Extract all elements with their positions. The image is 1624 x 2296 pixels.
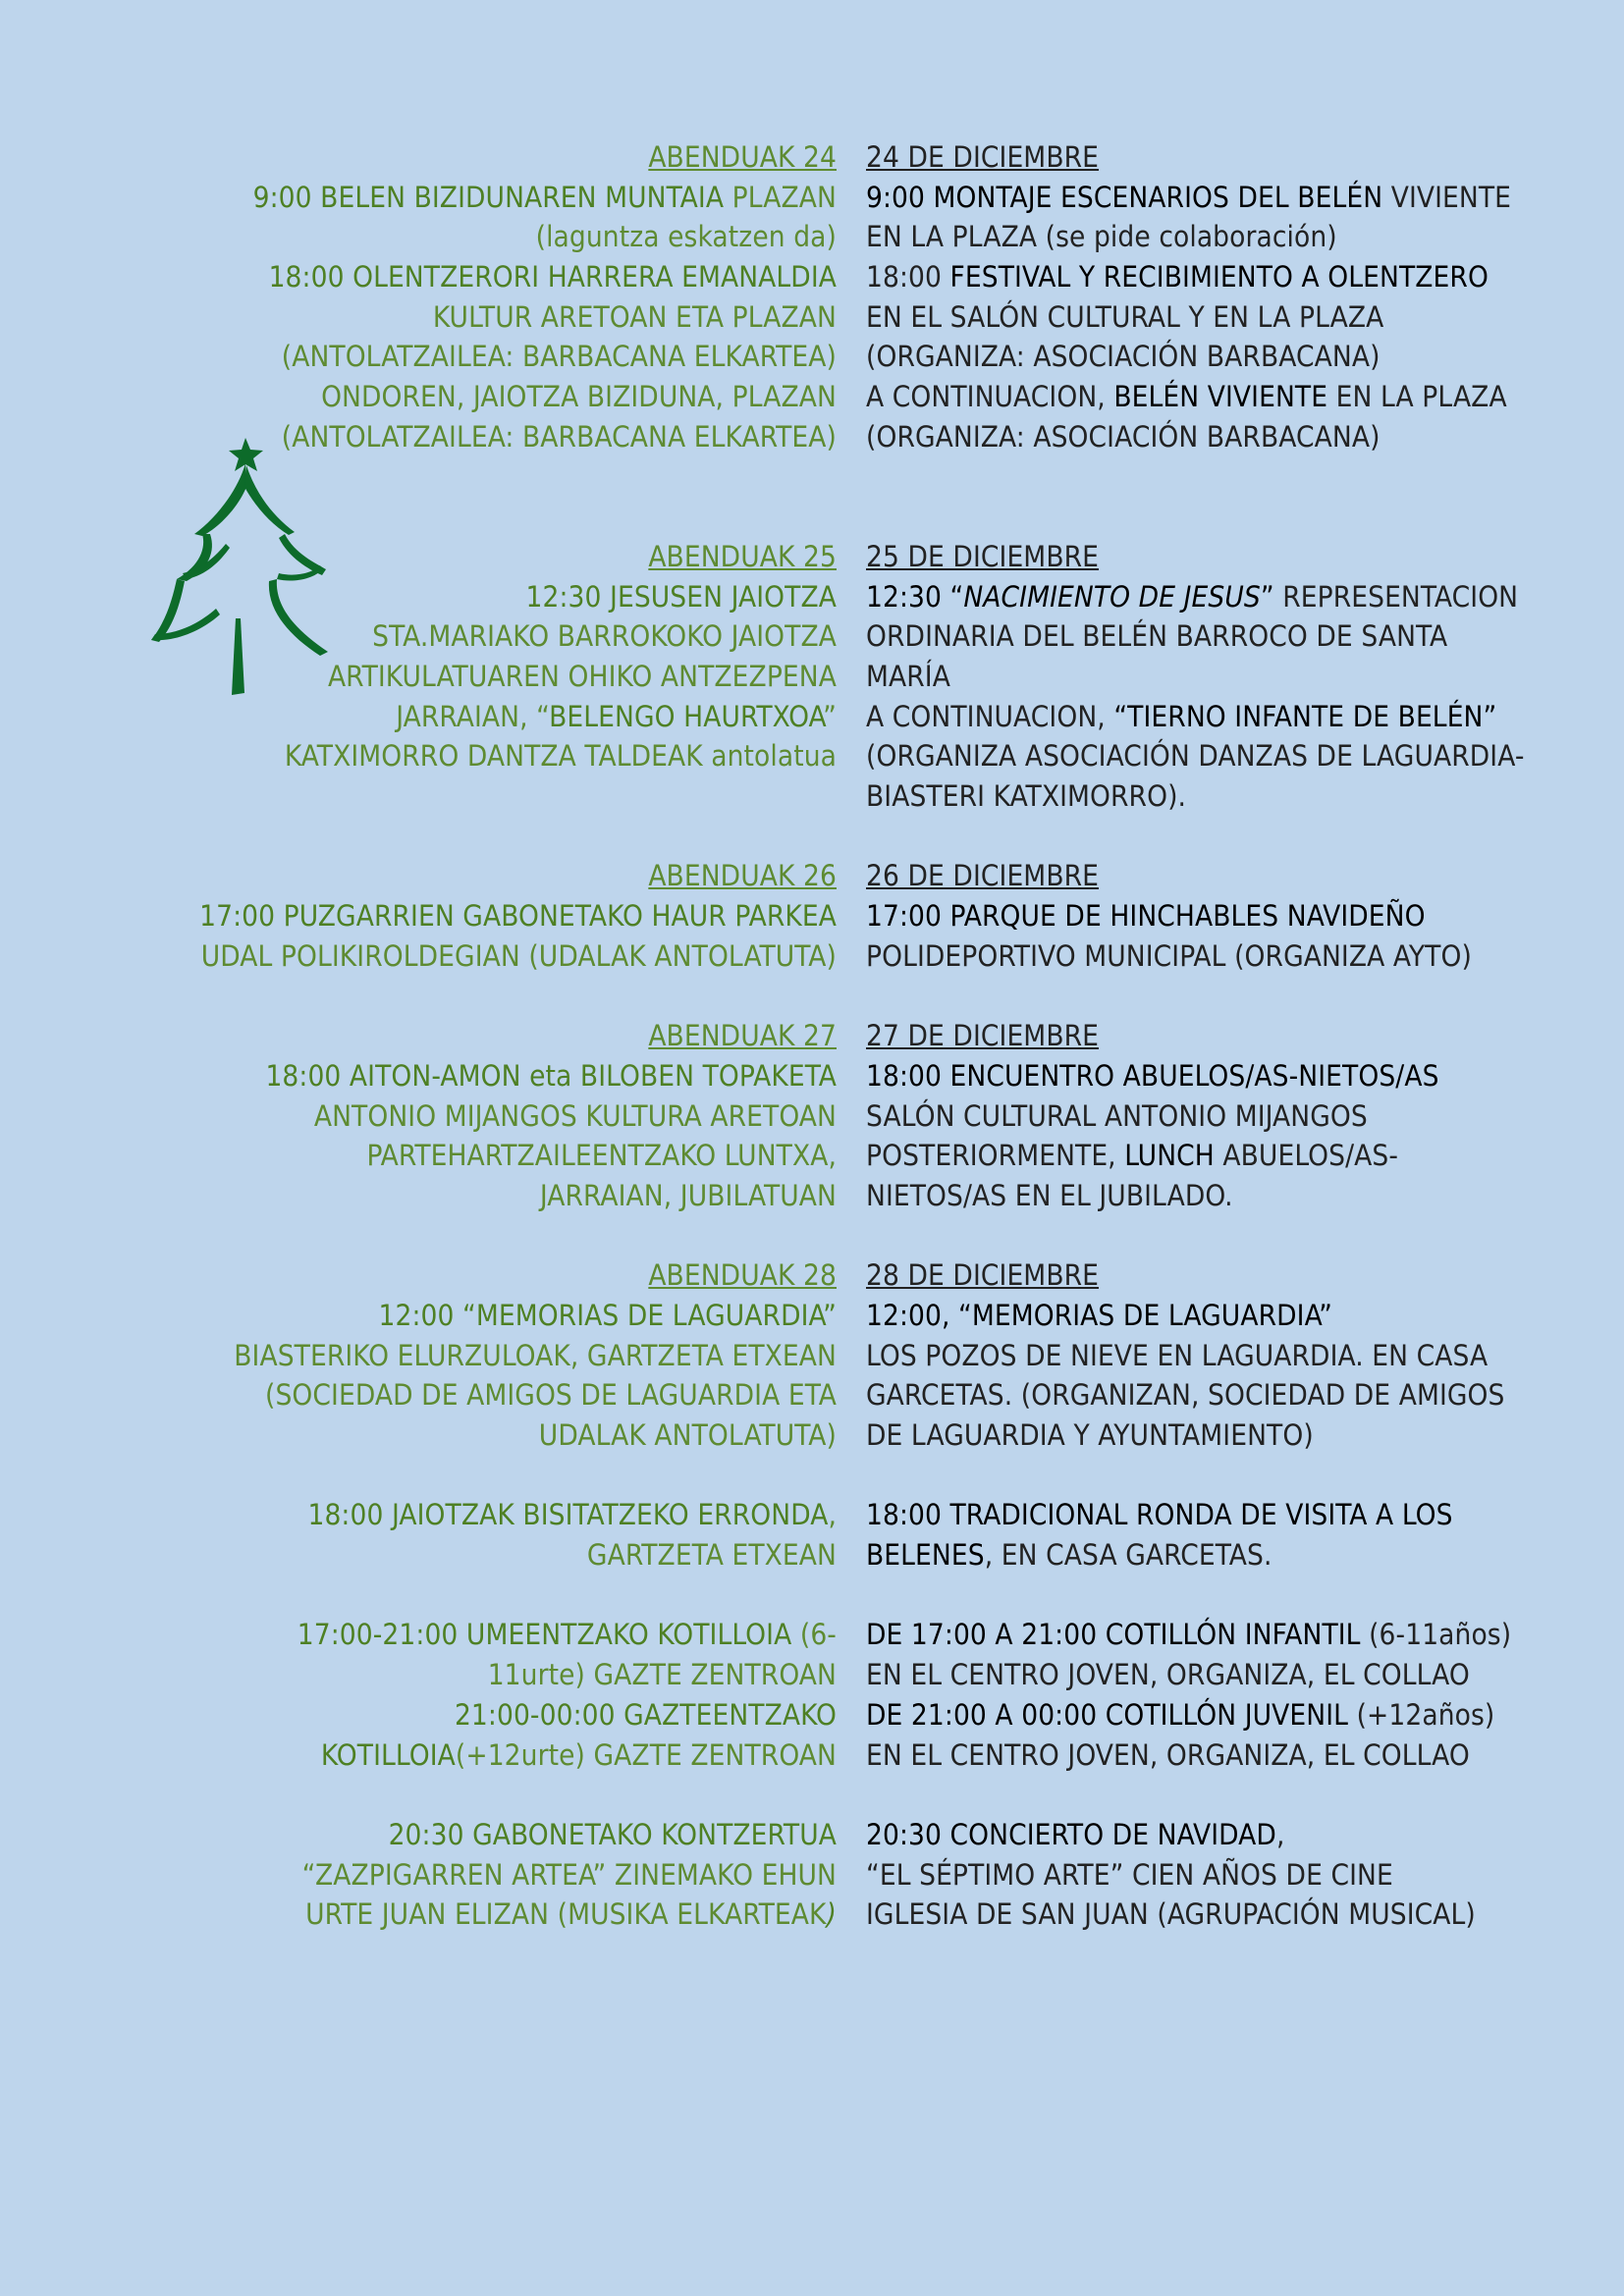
text-run: EN LA PLAZA (se pide colaboración) (866, 220, 1337, 254)
event-title: ” (1260, 579, 1283, 614)
right-line (866, 697, 1553, 737)
right-line (866, 1575, 1553, 1616)
left-line (79, 377, 837, 417)
right-line (866, 137, 1553, 178)
right-line (866, 1415, 1553, 1456)
text-run: ORDINARIA DEL BELÉN BARROCO DE SANTA (866, 619, 1448, 654)
right-line (866, 1895, 1553, 1935)
text-run: , (1275, 1817, 1285, 1851)
left-line (79, 297, 837, 338)
right-line (866, 1695, 1553, 1735)
text-run: ARTIKULATUAREN OHIKO ANTZEZPENA (327, 659, 837, 693)
left-line (79, 1255, 837, 1296)
left-line (79, 1296, 837, 1336)
text-run: STA.MARIAKO BARROKOKO JAIOTZA (372, 619, 837, 654)
left-line (79, 657, 837, 697)
event-title: NACIMIENTO DE JESUS (963, 579, 1261, 614)
left-line (79, 1655, 837, 1695)
event-title: 12:30 JESUSEN JAIOTZA (525, 579, 837, 614)
right-line (866, 1655, 1553, 1695)
text-run: ONDOREN, JAIOTZA BIZIDUNA, PLAZAN (321, 380, 837, 414)
left-line (79, 1415, 837, 1456)
right-line (866, 1255, 1553, 1296)
left-line (79, 856, 837, 896)
date-heading: 28 DE DICIEMBRE (866, 1258, 1100, 1293)
event-title: 17:00 PARQUE DE HINCHABLES NAVIDEÑO (866, 899, 1426, 934)
left-line (79, 817, 837, 857)
text-run: (ANTOLATZAILEA: BARBACANA ELKARTEA) (281, 419, 837, 454)
left-line (79, 1336, 837, 1376)
right-line (866, 1216, 1553, 1256)
spanish-column (866, 137, 1553, 1935)
text-run: (+12años) (1348, 1697, 1495, 1732)
date-heading: ABENDUAK 28 (648, 1258, 837, 1293)
text-run: IGLESIA DE SAN JUAN (AGRUPACIÓN MUSICAL) (866, 1897, 1476, 1932)
right-line (866, 1775, 1553, 1815)
right-line (866, 1016, 1553, 1056)
right-line (866, 217, 1553, 257)
left-line (79, 936, 837, 977)
text-run: EN LA PLAZA (1327, 380, 1507, 414)
text-run: DE LAGUARDIA Y AYUNTAMIENTO) (866, 1418, 1314, 1452)
event-title: ) (826, 1897, 837, 1932)
text-run: ANTONIO MIJANGOS KULTURA ARETOAN (313, 1098, 837, 1133)
text-run: KULTUR ARETOAN ETA PLAZAN (432, 299, 837, 334)
text-run: VIVIENTE (1382, 180, 1512, 214)
text-run: (laguntza eskatzen da) (535, 220, 837, 254)
text-run: PLAZAN (724, 180, 837, 214)
text-run: “EL SÉPTIMO ARTE” CIEN AÑOS DE CINE (866, 1857, 1393, 1892)
text-run: (ORGANIZA ASOCIACIÓN DANZAS DE LAGUARDIA- (866, 739, 1525, 774)
left-line (79, 1535, 837, 1575)
right-line (866, 1336, 1553, 1376)
event-title: 9:00 MONTAJE ESCENARIOS DEL BELÉN (866, 180, 1383, 214)
right-line (866, 1735, 1553, 1776)
left-line (79, 1735, 837, 1776)
text-run: REPRESENTACION (1282, 579, 1519, 614)
text-run: NIETOS/AS EN EL JUBILADO. (866, 1178, 1233, 1212)
event-title: 12:00, “MEMORIAS DE LAGUARDIA” (866, 1298, 1333, 1332)
event-title: BELÉN VIVIENTE (1113, 380, 1328, 414)
event-title: 18:00 JAIOTZAK BISITATZEKO ERRONDA (307, 1498, 829, 1532)
right-line (866, 1375, 1553, 1415)
event-title: 12:30 “ (866, 579, 964, 614)
text-run: KATXIMORRO DANTZA TALDEAK antolatua (284, 739, 837, 774)
right-line (866, 377, 1553, 417)
event-title: 20:30 CONCIERTO DE NAVIDAD (866, 1817, 1276, 1851)
right-line (866, 1535, 1553, 1575)
right-line (866, 856, 1553, 896)
event-title: 9:00 BELEN BIZIDUNAREN MUNTAIA (252, 180, 725, 214)
date-heading: ABENDUAK 26 (648, 859, 837, 893)
right-line (866, 1176, 1553, 1216)
left-line (79, 776, 837, 817)
right-line (866, 1495, 1553, 1535)
text-run: SALÓN CULTURAL ANTONIO MIJANGOS (866, 1098, 1368, 1133)
text-run: UDAL POLIKIROLDEGIAN (UDALAK ANTOLATUTA) (200, 938, 837, 973)
date-heading: 27 DE DICIEMBRE (866, 1019, 1100, 1053)
left-line (79, 697, 837, 737)
text-run: , (828, 1498, 837, 1532)
text-run: 11urte) GAZTE ZENTROAN (487, 1658, 837, 1692)
date-heading: 24 DE DICIEMBRE (866, 140, 1100, 174)
text-run: EN EL SALÓN CULTURAL Y EN LA PLAZA (866, 299, 1384, 334)
text-run: POSTERIORMENTE, (866, 1139, 1125, 1173)
date-heading: 26 DE DICIEMBRE (866, 859, 1100, 893)
right-line (866, 297, 1553, 338)
text-run: UDALAK ANTOLATUTA) (538, 1418, 837, 1452)
event-title: 20:30 GABONETAKO KONTZERTUA (388, 1817, 837, 1851)
right-line (866, 497, 1553, 537)
text-run: LOS POZOS DE NIEVE EN LAGUARDIA. EN CASA (866, 1338, 1489, 1372)
right-line (866, 1136, 1553, 1176)
right-line (866, 1056, 1553, 1096)
text-run: A CONTINUACION, (866, 699, 1114, 733)
text-run: PARTEHARTZAILEENTZAKO LUNTXA, (366, 1139, 837, 1173)
right-line (866, 817, 1553, 857)
left-line (79, 736, 837, 776)
text-run: (+12urte) GAZTE ZENTROAN (455, 1737, 837, 1772)
event-title: 18:00 OLENTZERORI HARRERA EMANALDIA (268, 260, 837, 294)
text-run: (ORGANIZA: ASOCIACIÓN BARBACANA) (866, 419, 1380, 454)
right-line (866, 1615, 1553, 1655)
event-title: KOTILLOIA (320, 1737, 456, 1772)
right-line (866, 417, 1553, 457)
text-run: (SOCIEDAD DE AMIGOS DE LAGUARDIA ETA (265, 1378, 837, 1413)
right-line (866, 577, 1553, 617)
left-line (79, 257, 837, 297)
event-title: 17:00-21:00 UMEENTZAKO KOTILLOIA (297, 1618, 792, 1652)
right-line (866, 657, 1553, 697)
right-line (866, 616, 1553, 657)
right-line (866, 178, 1553, 218)
right-line (866, 1815, 1553, 1855)
left-line (79, 616, 837, 657)
right-line (866, 936, 1553, 977)
event-title: 21:00-00:00 GAZTEENTZAKO (454, 1697, 837, 1732)
right-line (866, 1296, 1553, 1336)
text-run: GARCETAS. (ORGANIZAN, SOCIEDAD DE AMIGOS (866, 1378, 1505, 1413)
left-line (79, 457, 837, 498)
event-title: 17:00 PUZGARRIEN GABONETAKO HAUR PARKEA (199, 899, 837, 934)
left-line (79, 896, 837, 936)
right-line (866, 1855, 1553, 1896)
date-heading: 25 DE DICIEMBRE (866, 539, 1100, 573)
text-run: URTE JUAN ELIZAN (MUSIKA ELKARTEAK (305, 1897, 827, 1932)
date-heading: ABENDUAK 27 (648, 1019, 837, 1053)
left-line (79, 1375, 837, 1415)
date-heading: ABENDUAK 25 (648, 539, 837, 573)
left-line (79, 1575, 837, 1616)
text-run: POLIDEPORTIVO MUNICIPAL (ORGANIZA AYTO) (866, 938, 1472, 973)
left-line (79, 1855, 837, 1896)
left-line (79, 577, 837, 617)
text-run: (ORGANIZA: ASOCIACIÓN BARBACANA) (866, 340, 1380, 374)
left-line (79, 537, 837, 577)
left-line (79, 137, 837, 178)
event-title: DE 17:00 A 21:00 COTILLÓN INFANTIL (866, 1618, 1361, 1652)
left-line (79, 1815, 837, 1855)
event-title: 18:00 TRADICIONAL RONDA DE VISITA A LOS (866, 1498, 1453, 1532)
event-title: 12:00 “MEMORIAS DE LAGUARDIA” (378, 1298, 837, 1332)
text-run: BIASTERIKO ELURZULOAK, GARTZETA ETXEAN (234, 1338, 837, 1372)
right-line (866, 1456, 1553, 1496)
left-line (79, 417, 837, 457)
text-run: (6-11años) (1360, 1618, 1512, 1652)
event-title: 18:00 ENCUENTRO ABUELOS/AS-NIETOS/AS (866, 1058, 1439, 1093)
right-line (866, 337, 1553, 377)
left-line (79, 1456, 837, 1496)
left-line (79, 1495, 837, 1535)
text-run: EN EL CENTRO JOVEN, ORGANIZA, EL COLLAO (866, 1737, 1470, 1772)
date-heading: ABENDUAK 24 (648, 140, 837, 174)
right-line (866, 1096, 1553, 1137)
event-title: DE 21:00 A 00:00 COTILLÓN JUVENIL (866, 1697, 1349, 1732)
right-line (866, 976, 1553, 1016)
event-title: “TIERNO INFANTE DE BELÉN” (1113, 699, 1497, 733)
left-line (79, 1136, 837, 1176)
text-run: “ZAZPIGARREN ARTEA” ZINEMAKO EHUN (301, 1857, 837, 1892)
left-line (79, 178, 837, 218)
left-line (79, 1216, 837, 1256)
event-title: FESTIVAL Y RECIBIMIENTO A OLENTZERO (949, 260, 1489, 294)
text-run: ABUELOS/AS- (1214, 1139, 1399, 1173)
left-line (79, 1016, 837, 1056)
text-run: ” (823, 699, 837, 733)
right-line (866, 257, 1553, 297)
text-run: BIASTERI KATXIMORRO). (866, 779, 1187, 813)
text-run: 18:00 (866, 260, 950, 294)
text-run: A CONTINUACION, (866, 380, 1114, 414)
left-line (79, 1695, 837, 1735)
basque-column (79, 137, 837, 1935)
left-line (79, 497, 837, 537)
text-run: JARRAIAN, “ (396, 699, 550, 733)
text-run: JARRAIAN, JUBILATUAN (539, 1178, 837, 1212)
left-line (79, 976, 837, 1016)
text-run: (ANTOLATZAILEA: BARBACANA ELKARTEA) (281, 340, 837, 374)
left-line (79, 1775, 837, 1815)
left-line (79, 1096, 837, 1137)
text-run: MARÍA (866, 659, 950, 693)
right-line (866, 896, 1553, 936)
right-line (866, 736, 1553, 776)
event-title: LUNCH (1124, 1139, 1215, 1173)
left-line (79, 1056, 837, 1096)
right-line (866, 537, 1553, 577)
left-line (79, 217, 837, 257)
text-run: , EN CASA GARCETAS. (984, 1538, 1272, 1573)
event-title: BELENES (866, 1538, 985, 1573)
left-line (79, 1176, 837, 1216)
text-run: (6- (791, 1618, 837, 1652)
right-line (866, 457, 1553, 498)
left-line (79, 337, 837, 377)
text-run: EN EL CENTRO JOVEN, ORGANIZA, EL COLLAO (866, 1658, 1470, 1692)
right-line (866, 776, 1553, 817)
left-line (79, 1615, 837, 1655)
event-title: BELENGO HAURTXOA (549, 699, 824, 733)
event-title: 18:00 AITON-AMON eta BILOBEN TOPAKETA (265, 1058, 837, 1093)
text-run: GARTZETA ETXEAN (586, 1538, 837, 1573)
left-line (79, 1895, 837, 1935)
